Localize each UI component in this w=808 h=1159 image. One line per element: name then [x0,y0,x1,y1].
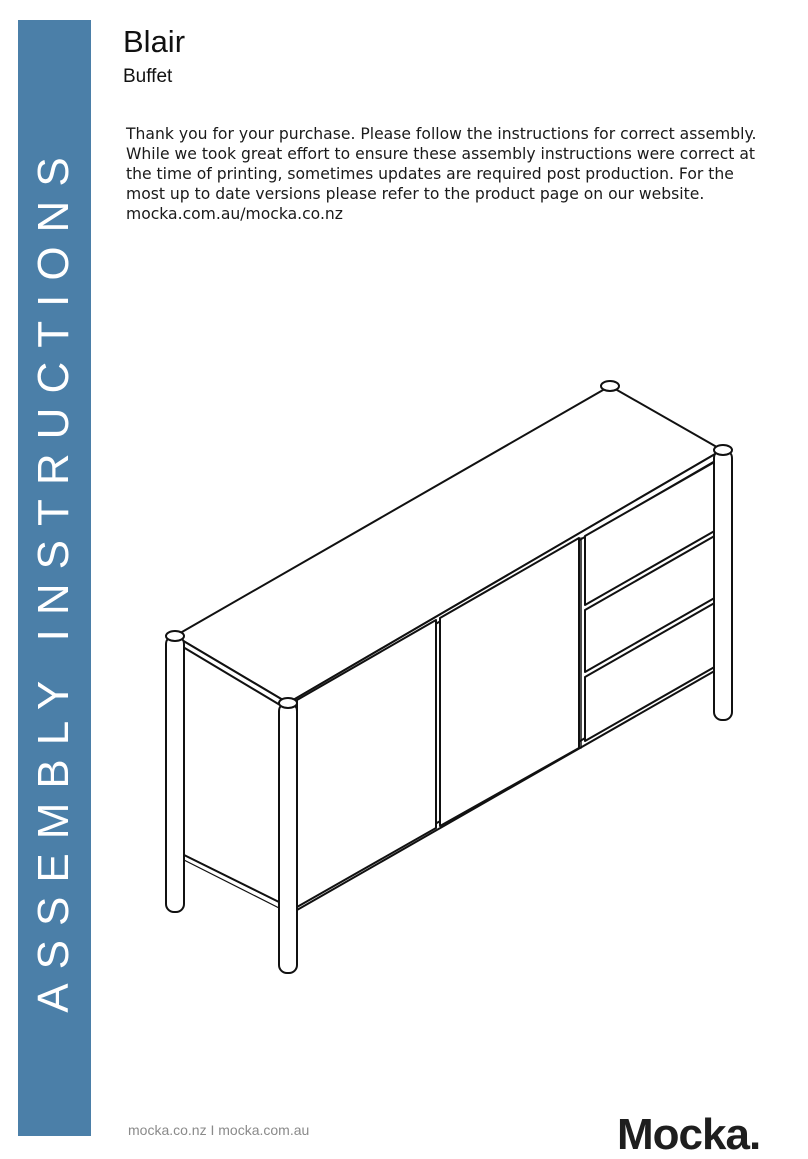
brand-logo: Mocka. [617,1110,761,1159]
leg-back-right [714,450,732,720]
leg-front-left [166,636,184,912]
intro-paragraph: Thank you for your purchase. Please follow the instructions for correct assembly. While we took great effort to ensure these assembly instructions were correct at the time of printing, sometimes updates are required post production. For the most up to date versions please refer to the product page on our website. mocka.com.au/mocka.co.nz [126,125,757,223]
sidebar-title: ASSEMBLY INSTRUCTIONS [29,143,78,1013]
leg-front-corner [279,703,297,973]
footer-urls: mocka.co.nz I mocka.com.au [128,1122,310,1138]
leg-back-left-cap [601,381,619,391]
product-title: Blair [123,24,186,59]
buffet-illustration [150,370,750,990]
product-subtitle: Buffet [123,66,173,87]
